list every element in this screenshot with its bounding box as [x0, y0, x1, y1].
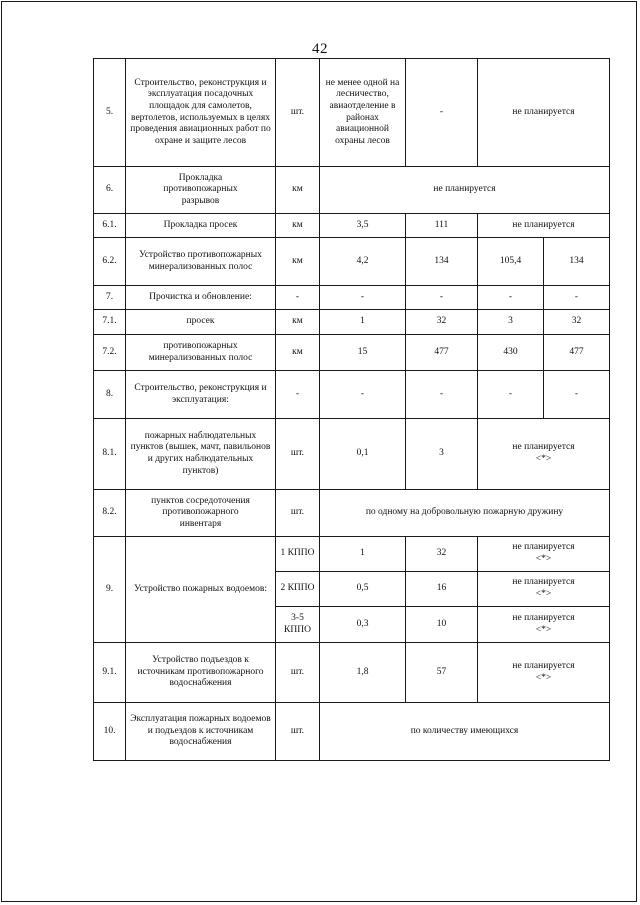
- row-unit: км: [276, 335, 320, 371]
- row-name: Прокладка противопожарных разрывов: [126, 167, 276, 214]
- row-unit: шт.: [276, 59, 320, 167]
- row-unit: -: [276, 286, 320, 310]
- row-value-1: -: [320, 286, 406, 310]
- plan-table: [93, 58, 610, 761]
- row-value-2: 32: [406, 310, 478, 335]
- table-row: [94, 490, 610, 537]
- row-name: Строительство, реконструкция и эксплуатация посадочных площадок для самолетов, вертолетов, используемых в целях проведения авиационных работ по охране и защите лесов: [126, 59, 276, 167]
- row-value-2: 57: [406, 643, 478, 703]
- row-name: противопожарных минерализованных полос: [126, 335, 276, 371]
- table-row: [94, 286, 610, 310]
- row-value-1: 15: [320, 335, 406, 371]
- row-value-3-4: не планируется <*>: [478, 419, 610, 490]
- page-number: 42: [312, 41, 328, 57]
- row-value-2: 111: [406, 214, 478, 238]
- row-number: 6.: [94, 167, 126, 214]
- row-number: 10.: [94, 703, 126, 761]
- row-value-3-4: не планируется <*>: [478, 643, 610, 703]
- row-name: Прокладка просек: [126, 214, 276, 238]
- row-number: 8.1.: [94, 419, 126, 490]
- row-value-1: 0,3: [320, 607, 406, 643]
- row-value-1: 0,5: [320, 572, 406, 607]
- table-row: [94, 643, 610, 703]
- row-value-3-4: не планируется: [478, 59, 610, 167]
- row-value-3-4: не планируется <*>: [478, 572, 610, 607]
- row-value-2: -: [406, 286, 478, 310]
- row-number: 9.1.: [94, 643, 126, 703]
- row-number: 8.: [94, 371, 126, 419]
- row-value-1: -: [320, 371, 406, 419]
- row-name: Устройство противопожарных минерализованных полос: [126, 238, 276, 286]
- row-unit: шт.: [276, 703, 320, 761]
- row-name: пожарных наблюдательных пунктов (вышек, мачт, павильонов и других наблюдательных пунктов): [126, 419, 276, 490]
- row-value-3: -: [478, 286, 544, 310]
- row-number: 8.2.: [94, 490, 126, 537]
- row-value-merged: по количеству имеющихся: [320, 703, 610, 761]
- row-value-1: 4,2: [320, 238, 406, 286]
- row-value-merged: по одному на добровольную пожарную дружину: [320, 490, 610, 537]
- row-value-2: 477: [406, 335, 478, 371]
- row-value-1: 0,1: [320, 419, 406, 490]
- row-value-1: не менее одной на лесничество, авиаотделение в районах авиационной охраны лесов: [320, 59, 406, 167]
- row-number: 7.1.: [94, 310, 126, 335]
- row-value-3-4: не планируется: [478, 214, 610, 238]
- table-row: [94, 335, 610, 371]
- row-value-2: -: [406, 59, 478, 167]
- row-unit: шт.: [276, 419, 320, 490]
- row-number: 7.2.: [94, 335, 126, 371]
- row-value-2: 32: [406, 537, 478, 572]
- row-value-3: 105,4: [478, 238, 544, 286]
- table-row: [94, 537, 610, 572]
- table-row: [94, 310, 610, 335]
- row-name: Прочистка и обновление:: [126, 286, 276, 310]
- row-name: Эксплуатация пожарных водоемов и подъездов к источникам водоснабжения: [126, 703, 276, 761]
- row-name: пунктов сосредоточения противопожарного инвентаря: [126, 490, 276, 537]
- row-name: просек: [126, 310, 276, 335]
- row-value-1: 3,5: [320, 214, 406, 238]
- row-value-2: -: [406, 371, 478, 419]
- table-row: [94, 214, 610, 238]
- row-number: 5.: [94, 59, 126, 167]
- row-value-2: 16: [406, 572, 478, 607]
- row-unit: км: [276, 214, 320, 238]
- row-value-4: 477: [544, 335, 610, 371]
- row-number: 7.: [94, 286, 126, 310]
- row-unit: шт.: [276, 643, 320, 703]
- table-row: [94, 703, 610, 761]
- row-number: 9.: [94, 537, 126, 643]
- row-number: 6.1.: [94, 214, 126, 238]
- row-unit: км: [276, 238, 320, 286]
- row-value-3-4: не планируется <*>: [478, 537, 610, 572]
- row-name: Устройство подъездов к источникам противопожарного водоснабжения: [126, 643, 276, 703]
- table-row: [94, 371, 610, 419]
- row-value-merged: не планируется: [320, 167, 610, 214]
- row-value-2: 3: [406, 419, 478, 490]
- row-unit: 1 КППО: [276, 537, 320, 572]
- row-unit: км: [276, 167, 320, 214]
- row-unit: -: [276, 371, 320, 419]
- row-value-3: -: [478, 371, 544, 419]
- row-value-4: 32: [544, 310, 610, 335]
- row-value-3-4: не планируется <*>: [478, 607, 610, 643]
- table-row: [94, 59, 610, 167]
- row-name: Строительство, реконструкция и эксплуатация:: [126, 371, 276, 419]
- row-unit: км: [276, 310, 320, 335]
- row-value-1: 1,8: [320, 643, 406, 703]
- row-value-2: 134: [406, 238, 478, 286]
- table-row: [94, 167, 610, 214]
- row-value-3: 3: [478, 310, 544, 335]
- row-name: Устройство пожарных водоемов:: [126, 537, 276, 643]
- row-value-3: 430: [478, 335, 544, 371]
- row-value-4: 134: [544, 238, 610, 286]
- row-value-1: 1: [320, 537, 406, 572]
- row-value-2: 10: [406, 607, 478, 643]
- row-unit: шт.: [276, 490, 320, 537]
- row-value-4: -: [544, 371, 610, 419]
- table-row: [94, 419, 610, 490]
- row-unit: 2 КППО: [276, 572, 320, 607]
- row-value-4: -: [544, 286, 610, 310]
- table-row: [94, 238, 610, 286]
- row-unit: 3-5 КППО: [276, 607, 320, 643]
- row-value-1: 1: [320, 310, 406, 335]
- row-number: 6.2.: [94, 238, 126, 286]
